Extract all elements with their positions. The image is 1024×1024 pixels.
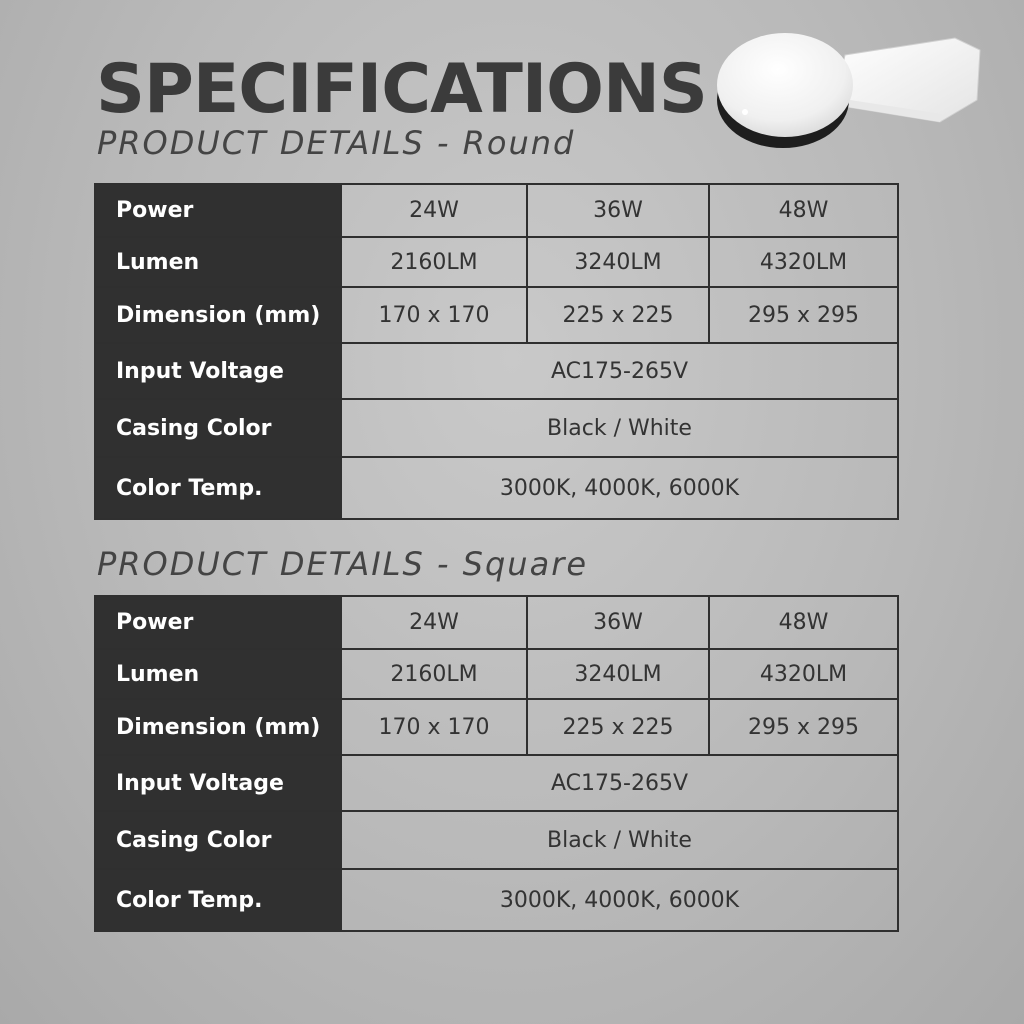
value-lumen-3: 4320LM xyxy=(709,649,898,699)
value-color-temp: 3000K, 4000K, 6000K xyxy=(341,457,898,519)
value-dimension-2: 225 x 225 xyxy=(527,699,709,755)
row-casing-color xyxy=(95,399,898,457)
row-dimension xyxy=(95,287,898,343)
value-lumen-1: 2160LM xyxy=(341,237,527,287)
label-lumen: Lumen xyxy=(95,237,341,287)
value-dimension-1: 170 x 170 xyxy=(341,699,527,755)
value-lumen-3: 4320LM xyxy=(709,237,898,287)
page-title: SPECIFICATIONS xyxy=(96,50,707,129)
row-lumen xyxy=(95,649,898,699)
label-casing-color: Casing Color xyxy=(95,399,341,457)
value-power-36w: 36W xyxy=(527,596,709,649)
value-dimension-3: 295 x 295 xyxy=(709,287,898,343)
label-power: Power xyxy=(95,596,341,649)
value-lumen-2: 3240LM xyxy=(527,649,709,699)
value-casing-color: Black / White xyxy=(341,811,898,869)
value-power-24w: 24W xyxy=(341,596,527,649)
row-input-voltage xyxy=(95,343,898,399)
value-lumen-1: 2160LM xyxy=(341,649,527,699)
row-power xyxy=(95,596,898,649)
square-ceiling-light-icon xyxy=(835,38,980,122)
product-image xyxy=(705,10,1005,170)
value-color-temp: 3000K, 4000K, 6000K xyxy=(341,869,898,931)
row-color-temp xyxy=(95,457,898,519)
label-dimension: Dimension (mm) xyxy=(95,287,341,343)
value-power-36w: 36W xyxy=(527,184,709,237)
label-lumen: Lumen xyxy=(95,649,341,699)
value-power-48w: 48W xyxy=(709,596,898,649)
label-casing-color: Casing Color xyxy=(95,811,341,869)
label-dimension: Dimension (mm) xyxy=(95,699,341,755)
value-lumen-2: 3240LM xyxy=(527,237,709,287)
value-power-48w: 48W xyxy=(709,184,898,237)
value-input-voltage: AC175-265V xyxy=(341,343,898,399)
spec-table-square xyxy=(94,595,899,932)
value-input-voltage: AC175-265V xyxy=(341,755,898,811)
label-color-temp: Color Temp. xyxy=(95,869,341,931)
label-color-temp: Color Temp. xyxy=(95,457,341,519)
section-title-square: PRODUCT DETAILS - Square xyxy=(97,545,589,583)
row-dimension xyxy=(95,699,898,755)
row-input-voltage xyxy=(95,755,898,811)
value-casing-color: Black / White xyxy=(341,399,898,457)
value-dimension-2: 225 x 225 xyxy=(527,287,709,343)
spec-table-round xyxy=(94,183,899,520)
label-input-voltage: Input Voltage xyxy=(95,343,341,399)
round-ceiling-light-icon xyxy=(717,33,853,148)
row-power xyxy=(95,184,898,237)
value-power-24w: 24W xyxy=(341,184,527,237)
value-dimension-1: 170 x 170 xyxy=(341,287,527,343)
value-dimension-3: 295 x 295 xyxy=(709,699,898,755)
row-casing-color xyxy=(95,811,898,869)
label-power: Power xyxy=(95,184,341,237)
row-lumen xyxy=(95,237,898,287)
section-title-round: PRODUCT DETAILS - Round xyxy=(97,124,576,162)
row-color-temp xyxy=(95,869,898,931)
label-input-voltage: Input Voltage xyxy=(95,755,341,811)
